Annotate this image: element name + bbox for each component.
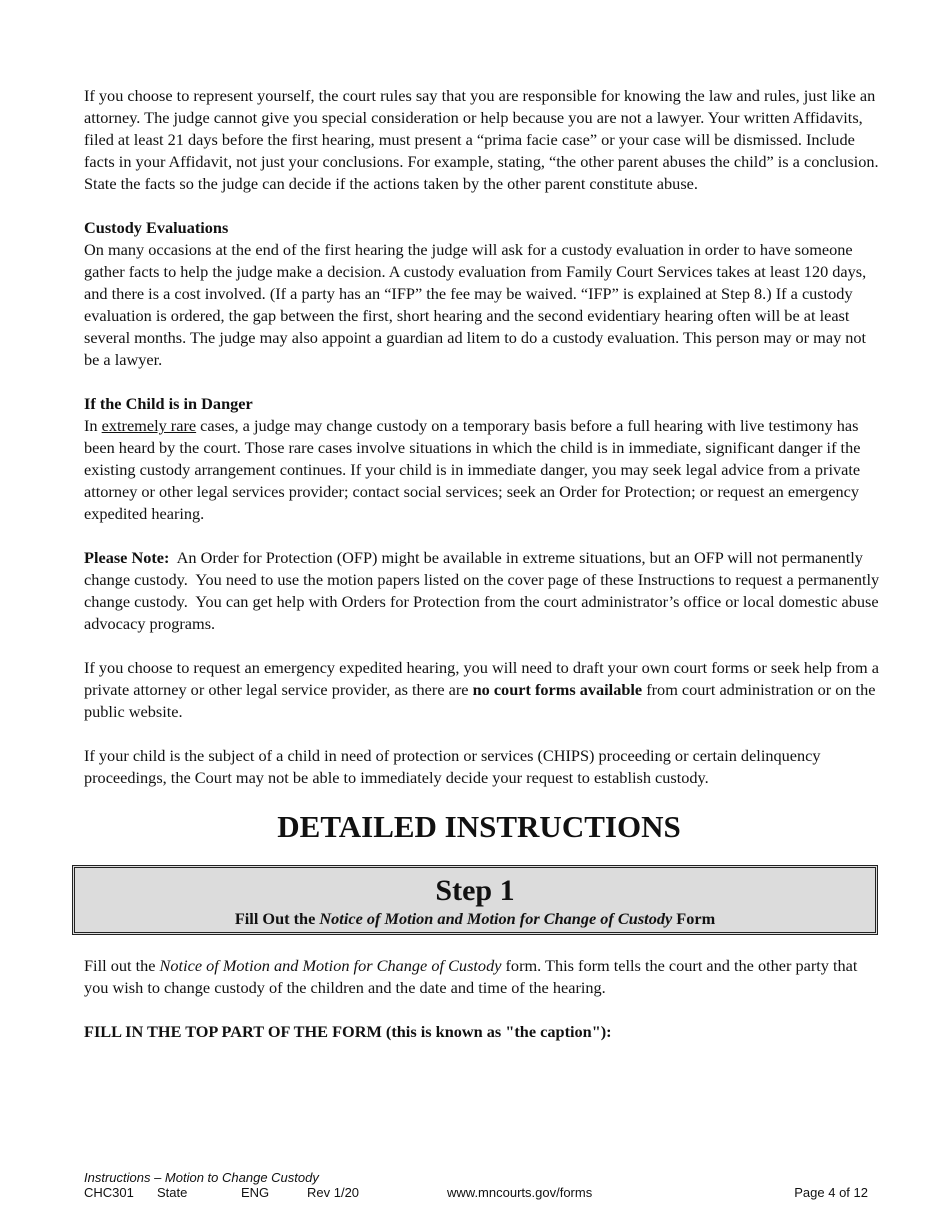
intro-paragraph: If you choose to represent yourself, the court rules say that you are responsible for knowing the law and rules, just like an attorney. The judge cannot give you special consideration or help because you are not a lawyer. Your written Affidavits, filed at least 21 days before the first hearing, must present a “prima facie case” or your case will be dismissed. Include facts in your Affidavit, not just your conclusions. For example, stating, “the other parent abuses the child” is a conclusion. State the facts so the judge can decide if the actions taken by the other parent constitute abuse. <box>84 86 879 193</box>
step-1-subtitle <box>75 908 875 930</box>
footer-state: State <box>157 1185 188 1200</box>
expedited-hearing-paragraph <box>84 657 884 723</box>
danger-text-underlined: extremely rare <box>101 416 197 435</box>
custody-evaluations-paragraph: On many occasions at the end of the first hearing the judge will ask for a custody evaluation in order to have someone gather facts to help the judge make a decision. A custody evaluation from Family Court Services takes at least 120 days, and there is a cost involved. (If a party has an “IFP” the fee may be waived. “IFP” is explained at Step 8.) If a custody evaluation is ordered, the gap between the first, short hearing and the second evidentiary hearing often will be at least several months. The judge may also appoint a guardian ad litem to do a custody evaluation. This person may or may not be a lawyer. <box>84 240 867 369</box>
step-sub-pre: Fill Out the <box>234 909 320 928</box>
step-1-title: Step 1 <box>435 874 515 907</box>
fill-text-italic: Notice of Motion and Motion for Change of Custody <box>159 956 502 975</box>
footer-language: ENG <box>241 1185 270 1200</box>
footer-page-number: Page 4 of 12 <box>794 1185 868 1200</box>
expedited-text-pre: If you choose to request an emergency expedited hearing, you will need to draft your own court forms or seek help from a private attorney or other legal service provider, as there are <box>84 658 879 699</box>
page-footer <box>84 1170 868 1201</box>
expedited-text-post: from court administration or on the public website. <box>84 680 876 721</box>
danger-text-post: cases, a judge may change custody on a temporary basis before a full hearing with live testimony has been heard by the court. Those rare cases involve situations in which the child is in immediate, significant danger if the existing custody arrangement continues. If your child is in immediate danger, you may seek legal advice from a private attorney or other legal services provider; contact social services; seek an Order for Protection; or request an emergency expedited hearing. <box>84 416 861 523</box>
please-note-paragraph <box>84 547 884 635</box>
custody-evaluations-heading: Custody Evaluations <box>84 218 229 237</box>
footer-revision: Rev 1/20 <box>307 1185 360 1200</box>
danger-text-pre: In <box>84 416 102 435</box>
footer-info-row <box>84 1185 868 1201</box>
child-in-danger-heading: If the Child is in Danger <box>84 394 253 413</box>
caption-heading: FILL IN THE TOP PART OF THE FORM (this is known as "the caption"): <box>84 1022 612 1041</box>
footer-url: www.mncourts.gov/forms <box>447 1185 593 1200</box>
detailed-instructions-title: DETAILED INSTRUCTIONS <box>277 809 681 844</box>
please-note-text: An Order for Protection (OFP) might be available in extreme situations, but an OFP will not permanently change custody. You need to use the motion papers listed on the cover page of these Instructions to request a permanently change custody. You can get help with Orders for Protection from the court administrator’s office or local domestic abuse advocacy programs. <box>84 548 884 633</box>
fill-text-pre: Fill out the <box>84 956 160 975</box>
document-body <box>84 85 884 1043</box>
child-in-danger-paragraph <box>84 415 884 525</box>
chips-paragraph: If your child is the subject of a child in need of protection or services (CHIPS) proceeding or certain delinquency proceedings, the Court may not be able to immediately decide your request to establish custody. <box>84 746 821 787</box>
step-sub-italic: Notice of Motion and Motion for Change of Custody <box>319 909 673 928</box>
expedited-text-bold: no court forms available <box>472 680 643 699</box>
footer-form-code: CHC301 <box>84 1185 134 1200</box>
step-sub-post: Form <box>672 909 716 928</box>
fill-text-post: form. This form tells the court and the other party that you wish to change custody of the children and the date and time of the hearing. <box>84 956 858 997</box>
please-note-label: Please Note: <box>84 548 170 567</box>
step-1-box <box>72 865 878 935</box>
fill-out-paragraph <box>84 955 884 999</box>
footer-document-title: Instructions – Motion to Change Custody <box>84 1170 319 1185</box>
